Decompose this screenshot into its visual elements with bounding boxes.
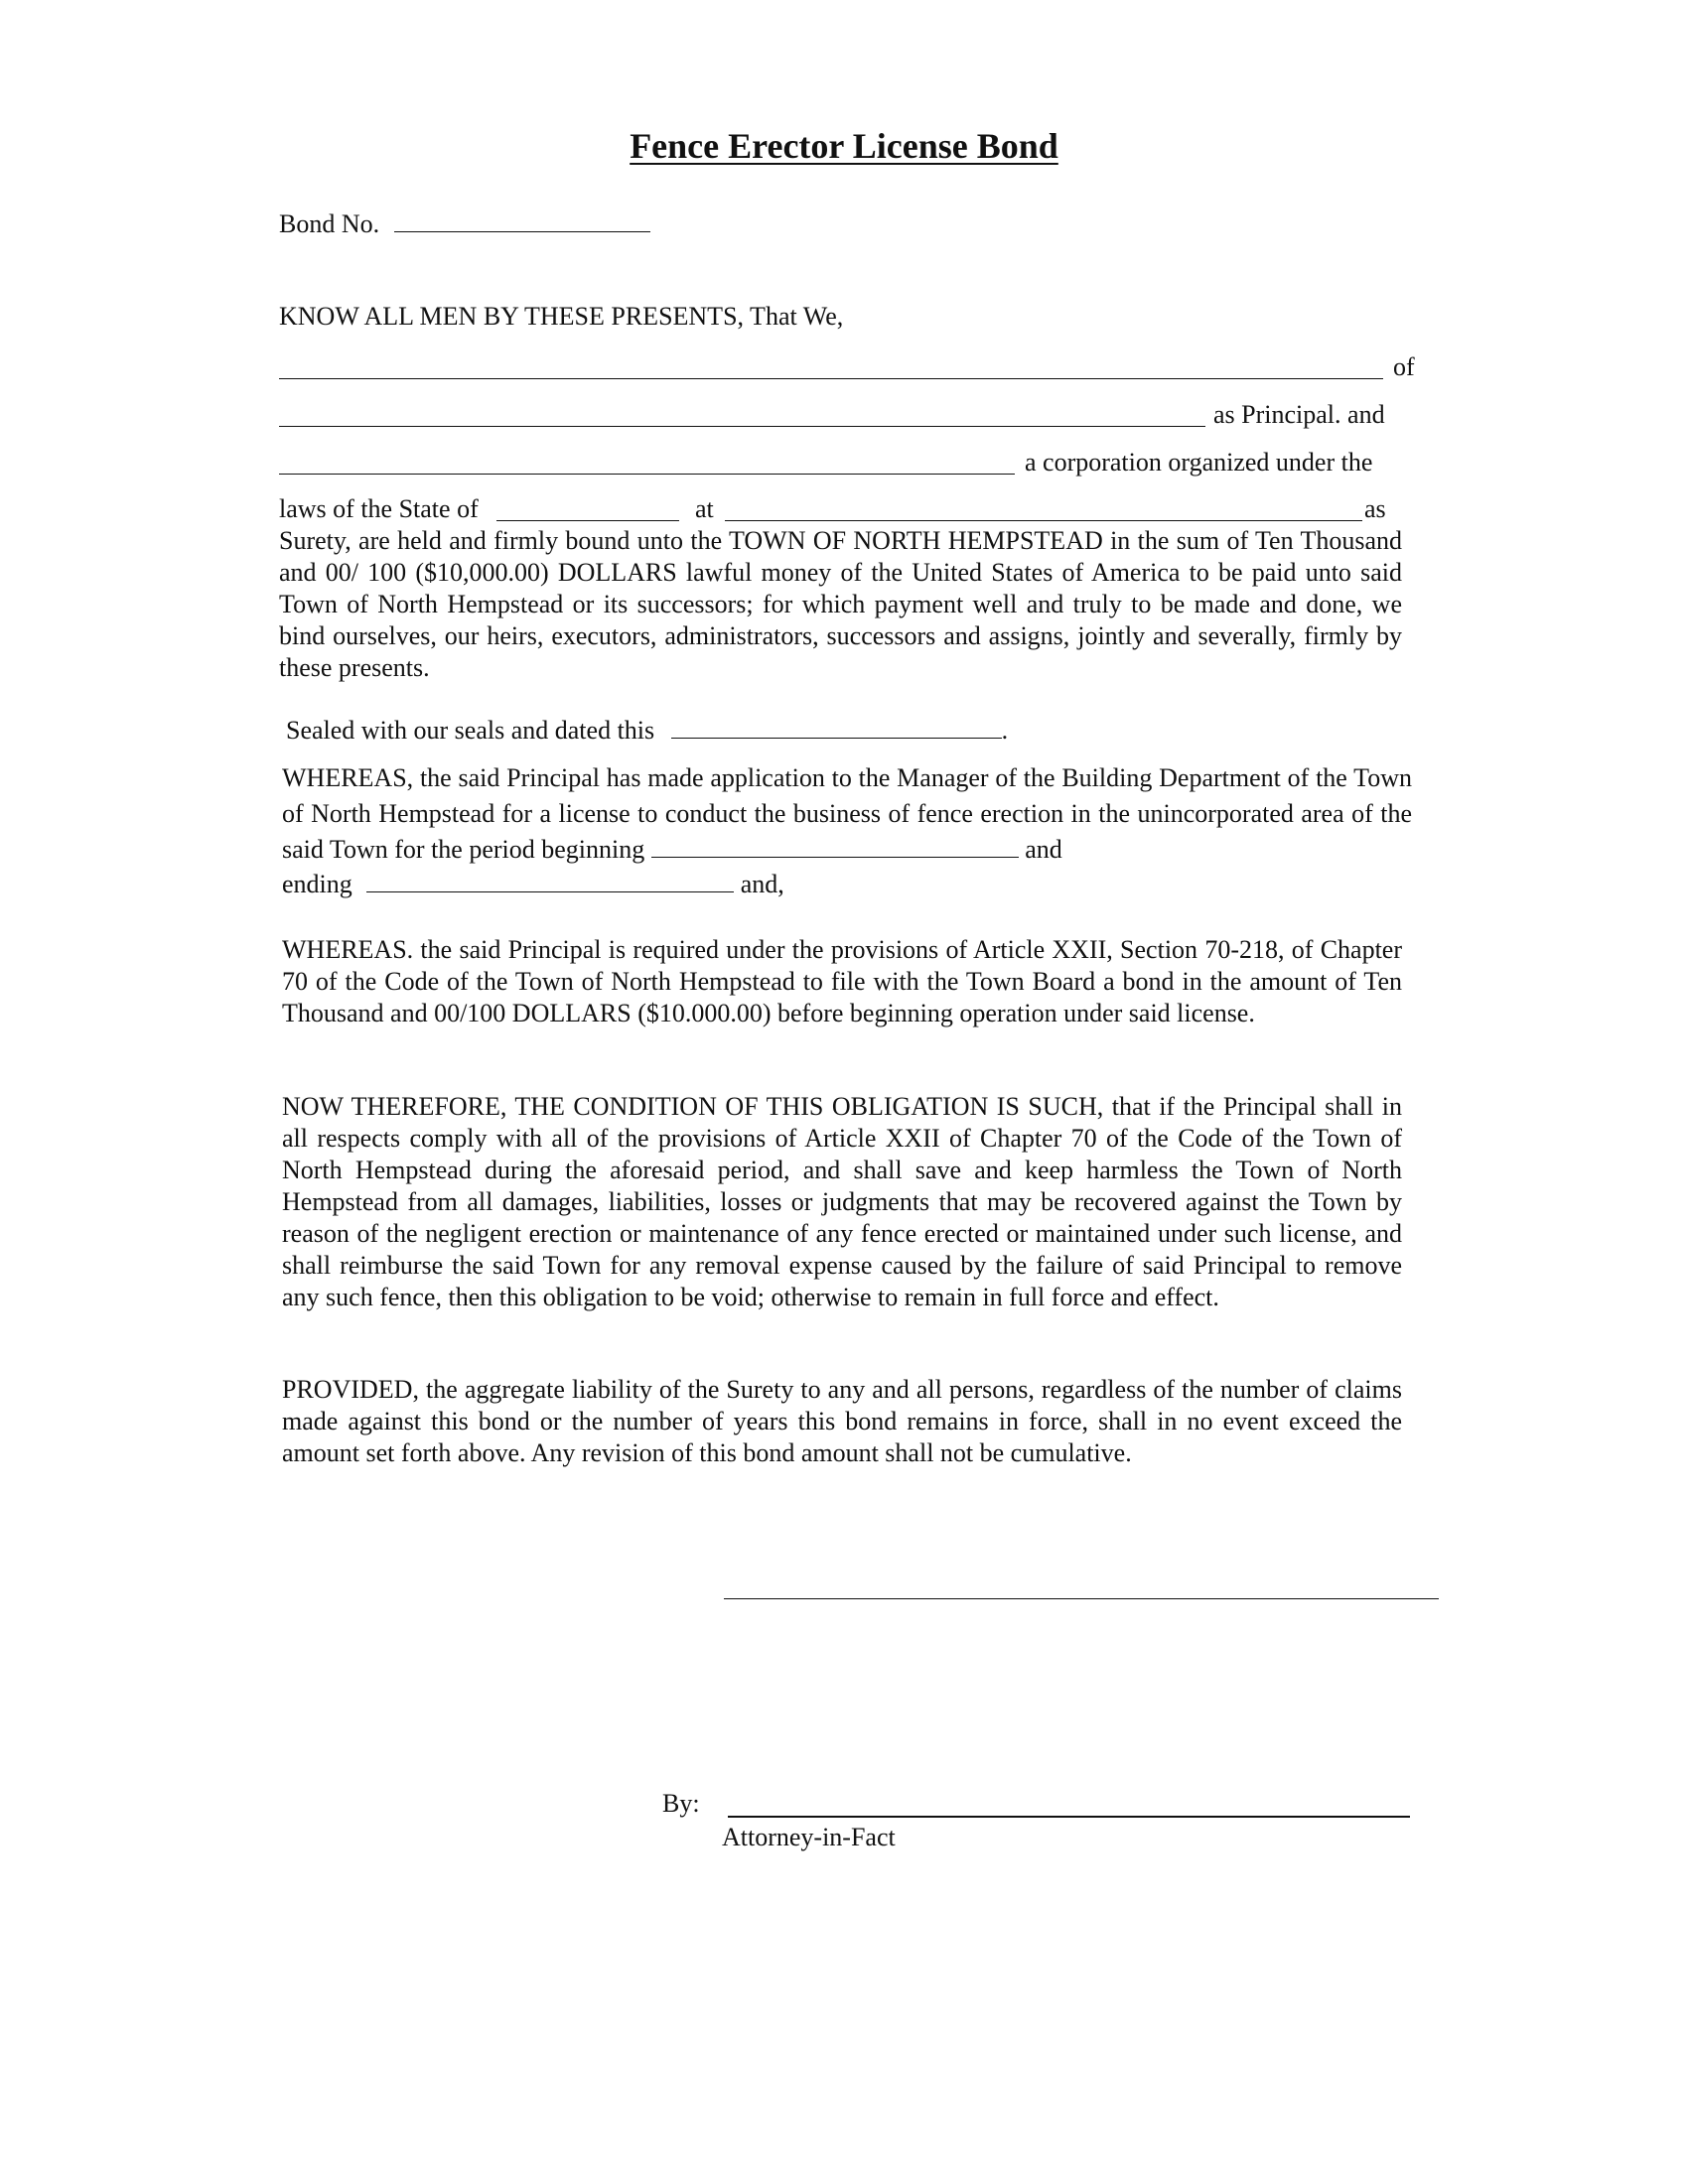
- principal-address-field[interactable]: [279, 426, 1205, 427]
- provided-paragraph: PROVIDED, the aggregate liability of the Surety to any and all persons, regardless of the number of claims made against this bond or the number of years this bond remains in force, shall in no event exceed the amount set forth above. Any revision of this bond amount shall not be cumulative.: [282, 1375, 1402, 1467]
- as-label: as: [1364, 494, 1386, 523]
- period-begin-field[interactable]: [651, 833, 1019, 858]
- ending-row: [282, 868, 784, 900]
- bond-number-row: [279, 207, 650, 240]
- state-field[interactable]: [496, 520, 679, 521]
- of-label: of: [1393, 352, 1415, 381]
- surety-signature-line[interactable]: [724, 1598, 1439, 1599]
- attorney-in-fact-label: Attorney-in-Fact: [722, 1823, 896, 1851]
- date-field[interactable]: [671, 714, 1002, 739]
- now-therefore-paragraph: NOW THEREFORE, THE CONDITION OF THIS OBLIGATION IS SUCH, that if the Principal shall in all respects comply with all of the provisions of Article XXII of Chapter 70 of the Code of the Town of North Hempstead during the aforesaid period, and shall save and keep harmless the Town of North Hempstead from all damages, liabilities, losses or judgments that may be recovered against the Town by reason of the negligent erection or maintenance of any fence erected or maintained under such license, and shall reimburse the said Town for any removal expense caused by the failure of said Principal to remove any such fence, then this obligation to be void; otherwise to remain in full force and effect.: [282, 1092, 1402, 1311]
- corporation-label: a corporation organized under the: [1025, 448, 1373, 477]
- as-principal-label: as Principal. and: [1213, 400, 1385, 429]
- ending-label: ending: [282, 870, 352, 898]
- bond-number-field[interactable]: [394, 207, 650, 232]
- whereas-1-paragraph: [282, 760, 1412, 868]
- period-end-field[interactable]: [366, 868, 734, 892]
- surety-address-field[interactable]: [725, 520, 1362, 521]
- by-label: By:: [662, 1789, 700, 1818]
- sealed-end: .: [1001, 716, 1009, 745]
- document-title: Fence Erector License Bond: [630, 126, 1058, 166]
- bond-no-label: Bond No.: [279, 209, 380, 238]
- sealed-row: [286, 714, 1008, 747]
- principal-name-field[interactable]: [279, 378, 1383, 379]
- sealed-label: Sealed with our seals and dated this: [286, 716, 655, 745]
- whereas-1-and: and: [1025, 835, 1062, 864]
- laws-label: laws of the State of: [279, 494, 479, 523]
- surety-name-field[interactable]: [279, 474, 1015, 475]
- whereas-2-paragraph: WHEREAS. the said Principal is required under the provisions of Article XXII, Section 70-218, of Chapter 70 of the Code of the Town of North Hempstead to file with the Town Board a bond in the amount of Ten Thousand and 00/100 DOLLARS ($10.000.00) before beginning operation under said license.: [282, 935, 1402, 1027]
- attorney-signature-line[interactable]: [728, 1816, 1410, 1818]
- know-all-text: KNOW ALL MEN BY THESE PRESENTS, That We,: [279, 302, 844, 331]
- ending-after: and,: [740, 870, 784, 898]
- surety-paragraph: Surety, are held and firmly bound unto the TOWN OF NORTH HEMPSTEAD in the sum of Ten Thousand and 00/ 100 ($10,000.00) DOLLARS lawful money of the United States of America to be paid unto said Town of North Hempstead or its successors; for which payment well and truly to be made and done, we bind ourselves, our heirs, executors, administrators, successors and assigns, jointly and severally, firmly by these presents.: [279, 526, 1402, 682]
- whereas-1-text: WHEREAS, the said Principal has made application to the Manager of the Building Department of the Town of North Hempstead for a license to conduct the business of fence erection in the unincorporated area of the said Town for the period beginning: [282, 763, 1412, 864]
- at-label: at: [695, 494, 714, 523]
